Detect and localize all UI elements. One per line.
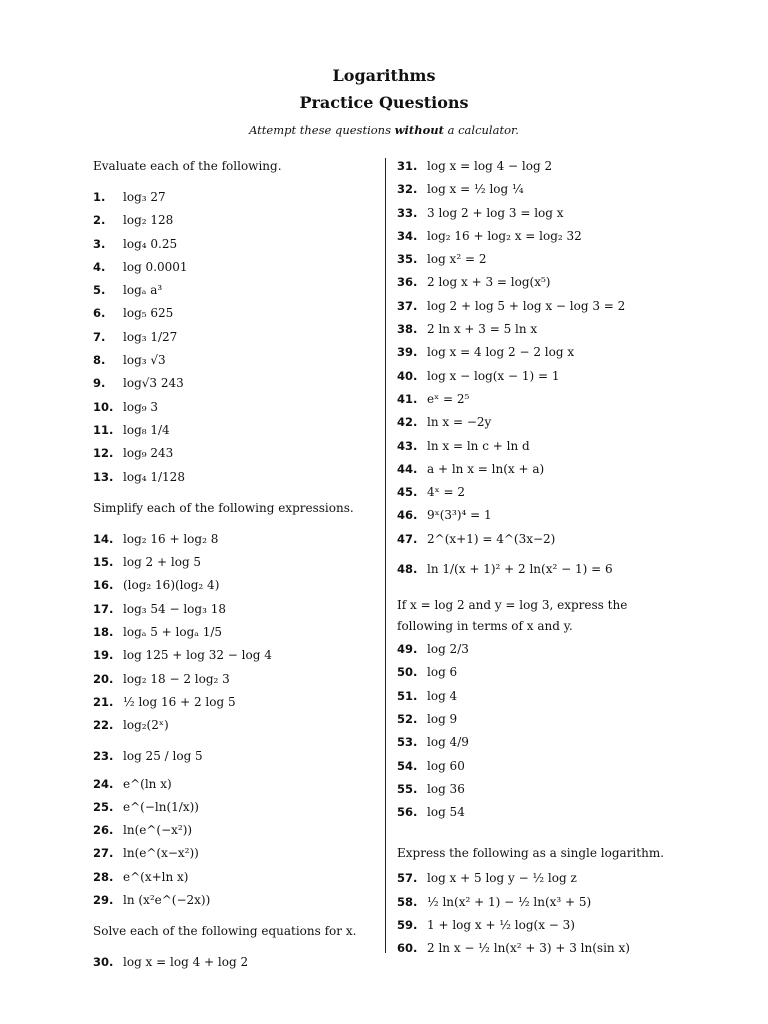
question-item: [397, 779, 687, 802]
page-subtitle: Practice Questions: [299, 93, 469, 112]
question-number: 11.: [93, 422, 114, 437]
question-item: [397, 662, 687, 685]
question-number: 46.: [397, 508, 418, 523]
question-item: [397, 802, 687, 825]
question-item: [397, 938, 687, 961]
question-number: 19.: [93, 648, 114, 663]
question-item: [93, 303, 373, 326]
question-number: 16.: [93, 578, 114, 593]
question-item: [397, 552, 687, 587]
question-item: [397, 412, 687, 435]
question-item: [397, 505, 687, 528]
question-item: [93, 327, 373, 350]
question-number: 31.: [397, 159, 418, 173]
question-item: [93, 715, 373, 738]
question-number: 51.: [397, 688, 418, 703]
question-item: [93, 373, 373, 396]
question-expression: log₃ 1/27: [123, 329, 178, 344]
question-expression: ln 1/(x + 1)² + 2 ln(x² − 1) = 6: [427, 562, 613, 577]
spacer: [397, 825, 687, 843]
question-item: [397, 319, 687, 342]
question-expression: log 4: [427, 688, 458, 703]
question-item: [93, 599, 373, 622]
question-list: [93, 952, 373, 975]
question-expression: eˣ = 2⁵: [427, 391, 470, 406]
question-expression: log 2 + log 5 + log x − log 3 = 2: [427, 298, 626, 313]
question-expression: e^(ln x): [123, 776, 172, 791]
question-number: 39.: [397, 345, 418, 360]
section-instruction: Express the following as a single logarithm.: [397, 846, 665, 861]
question-item: [93, 622, 373, 645]
question-expression: logₐ a³: [123, 283, 163, 298]
question-number: 10.: [93, 399, 114, 414]
question-item: [397, 756, 687, 779]
question-number: 7.: [93, 329, 106, 344]
question-number: 21.: [93, 694, 114, 709]
question-expression: log₃ 27: [123, 190, 166, 204]
question-number: 32.: [397, 182, 418, 197]
section-instruction: Simplify each of the following expressions.: [93, 500, 354, 515]
question-expression: log x − log(x − 1) = 1: [427, 368, 560, 383]
question-number: 54.: [397, 758, 418, 773]
question-expression: 1 + log x + ½ log(x − 3): [427, 918, 575, 933]
question-item: [397, 249, 687, 272]
question-list: [397, 639, 687, 825]
question-number: 13.: [93, 469, 114, 484]
question-number: 52.: [397, 711, 418, 726]
question-item: [397, 156, 687, 179]
question-number: 60.: [397, 941, 418, 956]
note-emphasis: without: [394, 123, 444, 137]
question-expression: log₃ √3: [123, 353, 166, 368]
question-expression: a + ln x = ln(x + a): [427, 461, 545, 476]
question-item: [93, 210, 373, 233]
question-item: [397, 639, 687, 662]
question-expression: ln (x²e^(−2x)): [123, 893, 211, 908]
question-item: [93, 257, 373, 280]
question-number: 23.: [93, 748, 114, 763]
question-number: 22.: [93, 718, 114, 733]
question-expression: log₉ 243: [123, 446, 174, 461]
question-list: [93, 529, 373, 913]
question-number: 12.: [93, 446, 114, 461]
question-number: 24.: [93, 776, 114, 791]
spacer: [93, 179, 373, 187]
question-number: 48.: [397, 562, 418, 577]
question-item: [397, 389, 687, 412]
spacer: [93, 944, 373, 952]
question-expression: log₄ 0.25: [123, 236, 178, 251]
question-expression: 2 ln x + 3 = 5 ln x: [427, 322, 538, 337]
question-item: [397, 868, 687, 891]
section-instruction: If x = log 2 and y = log 3, express the following in terms of x and y.: [397, 598, 628, 634]
question-expression: (log₂ 16)(log₂ 4): [123, 578, 220, 593]
question-number: 58.: [397, 894, 418, 909]
note-text-end: a calculator.: [443, 123, 519, 137]
instructions-note: [0, 123, 768, 137]
question-expression: logₐ 5 + logₐ 1/5: [123, 625, 223, 640]
question-item: [397, 296, 687, 319]
question-item: [397, 482, 687, 505]
question-number: 38.: [397, 322, 418, 337]
question-expression: ln x = −2y: [427, 415, 492, 430]
question-expression: ln(e^(−x²)): [123, 823, 193, 838]
question-item: [397, 272, 687, 295]
question-expression: log₈ 1/4: [123, 422, 170, 437]
question-expression: 2 ln x − ½ ln(x² + 3) + 3 ln(sin x): [427, 941, 630, 956]
question-number: 36.: [397, 275, 418, 290]
question-expression: log x = log 4 + log 2: [123, 955, 249, 970]
question-item: [397, 226, 687, 249]
question-expression: log x + 5 log y − ½ log z: [427, 871, 577, 886]
question-number: 25.: [93, 799, 114, 814]
question-item: [93, 187, 373, 210]
question-item: [397, 459, 687, 482]
question-item: [93, 575, 373, 598]
question-number: 4.: [93, 259, 106, 274]
question-expression: log₂ 128: [123, 213, 174, 228]
question-expression: log 25 / log 5: [123, 748, 203, 763]
question-item: [397, 436, 687, 459]
question-item: [93, 739, 373, 774]
question-number: 50.: [397, 665, 418, 680]
question-item: [397, 892, 687, 915]
question-expression: log√3 243: [123, 376, 184, 391]
question-expression: log 2/3: [427, 642, 469, 657]
question-number: 47.: [397, 531, 418, 546]
question-expression: log 60: [427, 758, 465, 773]
question-list: [397, 868, 687, 961]
question-expression: ½ log 16 + 2 log 5: [123, 694, 236, 709]
question-number: 8.: [93, 353, 106, 368]
question-expression: log 2 + log 5: [123, 555, 202, 570]
question-number: 17.: [93, 601, 114, 616]
question-item: [93, 952, 373, 975]
question-expression: log₂(2ˣ): [123, 718, 169, 733]
question-expression: log x = ½ log ¼: [427, 182, 524, 197]
question-number: 2.: [93, 213, 106, 228]
question-item: [93, 692, 373, 715]
question-expression: log 0.0001: [123, 259, 188, 274]
question-expression: 3 log 2 + log 3 = log x: [427, 205, 564, 220]
question-item: [93, 552, 373, 575]
question-expression: log 54: [427, 805, 465, 820]
section-instruction: Evaluate each of the following.: [93, 159, 282, 173]
question-item: [397, 179, 687, 202]
question-number: 29.: [93, 893, 114, 908]
question-number: 20.: [93, 671, 114, 686]
question-expression: ln x = ln c + ln d: [427, 438, 530, 453]
question-list: [93, 187, 373, 490]
question-expression: log 4/9: [427, 735, 469, 750]
question-expression: ½ ln(x² + 1) − ½ ln(x³ + 5): [427, 894, 592, 909]
question-item: [397, 342, 687, 365]
question-number: 14.: [93, 531, 114, 546]
question-number: 35.: [397, 252, 418, 267]
question-item: [93, 280, 373, 303]
question-item: [397, 709, 687, 732]
question-item: [397, 366, 687, 389]
question-expression: log 6: [427, 665, 458, 680]
question-number: 18.: [93, 625, 114, 640]
column-divider: [385, 158, 386, 953]
note-text-start: Attempt these questions: [249, 123, 395, 137]
question-item: [93, 797, 373, 820]
question-expression: log₉ 3: [123, 399, 159, 414]
question-expression: log 36: [427, 781, 465, 796]
question-number: 55.: [397, 781, 418, 796]
question-number: 1.: [93, 190, 106, 204]
question-item: [93, 843, 373, 866]
question-expression: log₂ 16 + log₂ x = log₂ 32: [427, 228, 582, 243]
question-number: 34.: [397, 228, 418, 243]
question-item: [397, 203, 687, 226]
question-item: [397, 686, 687, 709]
question-item: [93, 529, 373, 552]
spacer: [93, 913, 373, 921]
question-item: [93, 443, 373, 466]
question-number: 57.: [397, 871, 418, 886]
question-expression: log x = 4 log 2 − 2 log x: [427, 345, 575, 360]
question-expression: log 125 + log 32 − log 4: [123, 648, 272, 663]
question-expression: log₃ 54 − log₃ 18: [123, 601, 226, 616]
question-item: [93, 397, 373, 420]
question-expression: 2 log x + 3 = log(x⁵): [427, 275, 551, 290]
page-title: Logarithms: [332, 66, 436, 85]
question-item: [397, 732, 687, 755]
question-item: [93, 645, 373, 668]
question-item: [93, 350, 373, 373]
question-number: 42.: [397, 415, 418, 430]
question-item: [93, 467, 373, 490]
question-item: [93, 234, 373, 257]
question-expression: log₅ 625: [123, 306, 174, 321]
spacer: [93, 521, 373, 529]
spacer: [93, 490, 373, 498]
question-number: 41.: [397, 391, 418, 406]
left-column: [93, 156, 373, 976]
question-number: 30.: [93, 955, 114, 970]
question-number: 3.: [93, 236, 106, 251]
question-number: 43.: [397, 438, 418, 453]
question-item: [93, 820, 373, 843]
question-number: 26.: [93, 823, 114, 838]
question-expression: 9ˣ(3³)⁴ = 1: [427, 508, 492, 523]
question-number: 45.: [397, 485, 418, 500]
question-number: 9.: [93, 376, 106, 391]
question-number: 49.: [397, 642, 418, 657]
right-column: [397, 156, 687, 962]
question-number: 53.: [397, 735, 418, 750]
question-number: 59.: [397, 918, 418, 933]
question-number: 28.: [93, 869, 114, 884]
question-expression: 4ˣ = 2: [427, 485, 466, 500]
question-expression: e^(−ln(1/x)): [123, 799, 199, 814]
question-number: 37.: [397, 298, 418, 313]
question-expression: log 9: [427, 711, 458, 726]
question-number: 40.: [397, 368, 418, 383]
question-expression: log₂ 16 + log₂ 8: [123, 531, 219, 546]
question-expression: 2^(x+1) = 4^(3x−2): [427, 531, 556, 546]
question-item: [93, 774, 373, 797]
question-item: [93, 669, 373, 692]
question-item: [397, 915, 687, 938]
question-expression: log x = log 4 − log 2: [427, 159, 553, 173]
section-instruction: Solve each of the following equations for x.: [93, 924, 357, 939]
question-item: [93, 420, 373, 443]
question-number: 27.: [93, 846, 114, 861]
question-expression: log x² = 2: [427, 252, 487, 267]
question-expression: log₄ 1/128: [123, 469, 185, 484]
question-number: 15.: [93, 555, 114, 570]
question-number: 33.: [397, 205, 418, 220]
question-number: 44.: [397, 461, 418, 476]
question-expression: e^(x+ln x): [123, 869, 189, 884]
question-item: [397, 529, 687, 552]
question-expression: log₂ 18 − 2 log₂ 3: [123, 671, 230, 686]
question-item: [93, 867, 373, 890]
question-list: [397, 156, 687, 587]
spacer: [397, 587, 687, 595]
question-number: 5.: [93, 283, 106, 298]
question-item: [93, 890, 373, 913]
question-number: 6.: [93, 306, 106, 321]
question-number: 56.: [397, 805, 418, 820]
question-expression: ln(e^(x−x²)): [123, 846, 199, 861]
